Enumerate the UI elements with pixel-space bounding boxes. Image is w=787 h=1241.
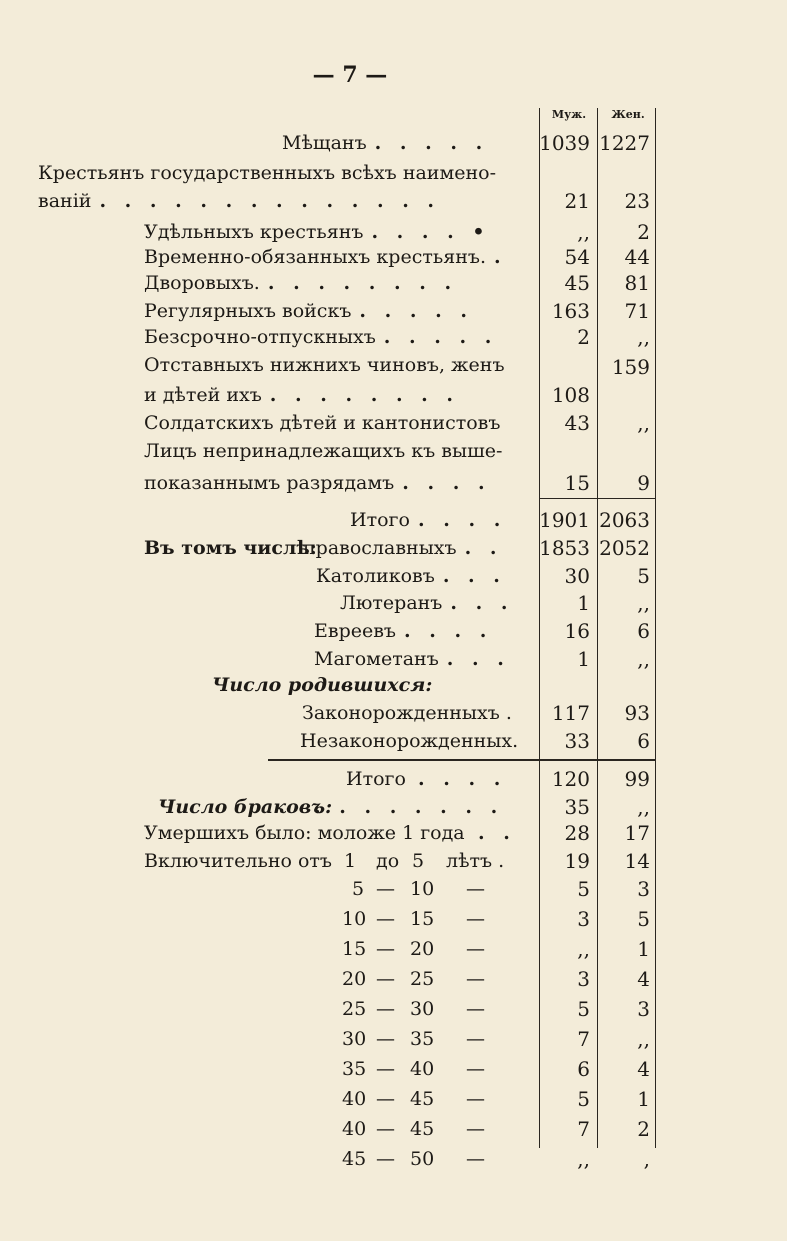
religion-label: Лютеранъ (340, 592, 443, 614)
religion-female: 6 (637, 619, 650, 643)
total2-label: Итого (346, 768, 406, 790)
row-label-line1: Лицъ непринадлежащихъ къ выше- (144, 440, 503, 462)
deaths-range-label: Включительно отъ (144, 850, 333, 872)
row-label: Временно-обязанныхъ крестьянъ. (144, 246, 486, 268)
marriages-dots: . . . . . . . . (314, 796, 504, 818)
age-dash-trailing: — (466, 1058, 485, 1080)
age-male: 7 (577, 1117, 590, 1141)
separator-line (268, 759, 656, 761)
total-male: 1901 (539, 508, 590, 532)
age-dash-trailing: — (466, 1028, 485, 1050)
row-leader-dots: . (493, 246, 507, 268)
age-male: 6 (577, 1057, 590, 1081)
row-female: ,, (637, 325, 650, 349)
religion-dots: . . . . (404, 620, 493, 642)
religion-male: 30 (564, 564, 590, 588)
age-to: 25 (410, 968, 435, 990)
total2-female: 99 (624, 767, 650, 791)
row-leader-dots: . . . . . . . . . . . . . . (99, 190, 441, 212)
religion-label: Магометанъ (314, 648, 439, 670)
row-male: 1039 (539, 131, 590, 155)
births-label: Незаконорожденных. (300, 730, 519, 752)
age-female: 2 (637, 1117, 650, 1141)
age-dash: — (376, 938, 395, 960)
age-female: 4 (637, 1057, 650, 1081)
religion-male: 1853 (539, 536, 590, 560)
religion-female: ,, (637, 591, 650, 615)
row-male: ,, (577, 220, 590, 244)
deaths-label: Умершихъ было: моложе 1 года (144, 822, 465, 844)
row-female: ,, (637, 411, 650, 435)
births-label: Законорожденныхъ . (302, 702, 512, 724)
age-male: 5 (577, 877, 590, 901)
age-to: 50 (410, 1148, 435, 1170)
deaths-range-male: 19 (564, 849, 590, 873)
age-from: 10 (342, 908, 367, 930)
row-label: показаннымъ разрядамъ (144, 472, 395, 494)
deaths-range-female: 14 (624, 849, 650, 873)
age-dash-trailing: — (466, 968, 485, 990)
row-female: 81 (624, 271, 650, 295)
age-female: 3 (637, 877, 650, 901)
age-dash-trailing: — (466, 998, 485, 1020)
deaths-dots: . . (478, 822, 516, 844)
religion-female: 2052 (599, 536, 650, 560)
deaths-range-unit: лѣтъ . (446, 850, 505, 872)
row-label: Регулярныхъ войскъ (144, 300, 352, 322)
age-to: 30 (410, 998, 435, 1020)
age-from: 30 (342, 1028, 367, 1050)
row-male: 54 (564, 245, 590, 269)
age-to: 15 (410, 908, 435, 930)
row-female: 71 (624, 299, 650, 323)
total-female: 2063 (599, 508, 650, 532)
deaths-range-from: 1 (344, 850, 357, 872)
age-female: 5 (637, 907, 650, 931)
age-to: 45 (410, 1118, 435, 1140)
age-from: 15 (342, 938, 367, 960)
row-leader-dots: . . . . • (371, 221, 491, 243)
age-dash: — (376, 1028, 395, 1050)
age-from: 45 (342, 1148, 367, 1170)
age-to: 20 (410, 938, 435, 960)
header-female: Жен. (611, 108, 645, 121)
row-label: и дѣтей ихъ (144, 384, 262, 406)
births-female: 6 (637, 729, 650, 753)
row-label-line1: Отставныхъ нижнихъ чиновъ, женъ (144, 354, 505, 376)
page-number: — 7 — (312, 62, 388, 88)
age-male: 5 (577, 997, 590, 1021)
row-male: 108 (551, 383, 590, 407)
religion-female: 5 (637, 564, 650, 588)
age-to: 35 (410, 1028, 435, 1050)
age-from: 20 (342, 968, 367, 990)
age-female: 4 (637, 967, 650, 991)
age-dash-trailing: — (466, 938, 485, 960)
deaths-male: 28 (564, 821, 590, 845)
age-dash-trailing: — (466, 1118, 485, 1140)
row-leader-dots: . . . . . (374, 132, 489, 154)
row-leader-dots: . . . . . . . . (269, 384, 460, 406)
age-to: 10 (410, 878, 435, 900)
age-female: 1 (637, 937, 650, 961)
row-label-line1: Крестьянъ государственныхъ всѣхъ наимено- (38, 162, 497, 184)
religion-dots: . . . (442, 565, 506, 587)
row-label: Солдатскихъ дѣтей и кантонистовъ (144, 412, 501, 434)
age-female: 1 (637, 1087, 650, 1111)
age-male: 3 (577, 907, 590, 931)
age-to: 40 (410, 1058, 435, 1080)
age-male: ,, (577, 1147, 590, 1171)
age-male: 7 (577, 1027, 590, 1051)
marriages-label: Число браковъ: (158, 796, 333, 818)
religion-label: Католиковъ (316, 565, 435, 587)
age-dash: — (376, 968, 395, 990)
religion-label: православныхъ (303, 537, 457, 559)
age-dash-trailing: — (466, 1088, 485, 1110)
row-leader-dots: . . . . . (359, 300, 473, 322)
births-male: 117 (551, 701, 590, 725)
deaths-female: 17 (624, 821, 650, 845)
religion-male: 1 (577, 647, 590, 671)
age-from: 40 (342, 1088, 367, 1110)
age-dash-trailing: — (466, 1148, 485, 1170)
row-label: Удѣльныхъ крестьянъ (144, 221, 364, 243)
religion-intro: Въ томъ числѣ: (144, 537, 317, 559)
age-dash-trailing: — (466, 908, 485, 930)
total2-male: 120 (551, 767, 590, 791)
row-label: ваній (38, 190, 92, 212)
row-male: 43 (564, 411, 590, 435)
deaths-range-to: 5 (412, 850, 425, 872)
age-female: 3 (637, 997, 650, 1021)
age-dash: — (376, 878, 395, 900)
births-female: 93 (624, 701, 650, 725)
marriages-female: ,, (637, 795, 650, 819)
age-dash: — (376, 1088, 395, 1110)
age-male: 5 (577, 1087, 590, 1111)
row-male: 163 (551, 299, 590, 323)
births-title: Число родившихся: (212, 674, 433, 696)
religion-dots: . . (464, 537, 503, 559)
row-female: 23 (624, 189, 650, 213)
age-dash: — (376, 998, 395, 1020)
row-female: 159 (611, 355, 650, 379)
age-from: 35 (342, 1058, 367, 1080)
row-male: 45 (564, 271, 590, 295)
deaths-range-do: до (376, 850, 400, 872)
religion-female: ,, (637, 647, 650, 671)
age-male: 3 (577, 967, 590, 991)
age-female: ,, (637, 1027, 650, 1051)
row-female: 1227 (599, 131, 650, 155)
age-dash: — (376, 1058, 395, 1080)
religion-male: 1 (577, 591, 590, 615)
religion-dots: . . . (446, 648, 510, 670)
row-label: Мѣщанъ (282, 132, 367, 154)
row-leader-dots: . . . . . . . . (267, 272, 458, 294)
row-male: 21 (564, 189, 590, 213)
age-to: 45 (410, 1088, 435, 1110)
age-from: 5 (352, 878, 365, 900)
age-from: 40 (342, 1118, 367, 1140)
row-label: Безсрочно-отпускныхъ (144, 326, 376, 348)
births-male: 33 (564, 729, 590, 753)
religion-label: Евреевъ (314, 620, 397, 642)
row-female: 9 (637, 471, 650, 495)
age-dash: — (376, 908, 395, 930)
row-female: 2 (637, 220, 650, 244)
separator-line (540, 498, 656, 499)
age-dash: — (376, 1118, 395, 1140)
total-dots: . . . . (418, 509, 507, 531)
religion-dots: . . . (450, 592, 514, 614)
age-dash-trailing: — (466, 878, 485, 900)
row-male: 2 (577, 325, 590, 349)
total2-dots: . . . . (418, 768, 507, 790)
total-label: Итого (350, 509, 410, 531)
age-dash: — (376, 1148, 395, 1170)
column-rule-right (655, 108, 656, 1148)
row-male: 15 (564, 471, 590, 495)
row-female: 44 (624, 245, 650, 269)
marriages-male: 35 (564, 795, 590, 819)
header-male: Муж. (551, 108, 587, 121)
row-label: Дворовыхъ. (144, 272, 260, 294)
row-leader-dots: . . . . . (383, 326, 498, 348)
age-female: , (643, 1147, 650, 1171)
row-leader-dots: . . . . (402, 472, 491, 494)
age-male: ,, (577, 937, 590, 961)
age-from: 25 (342, 998, 367, 1020)
religion-male: 16 (564, 619, 590, 643)
